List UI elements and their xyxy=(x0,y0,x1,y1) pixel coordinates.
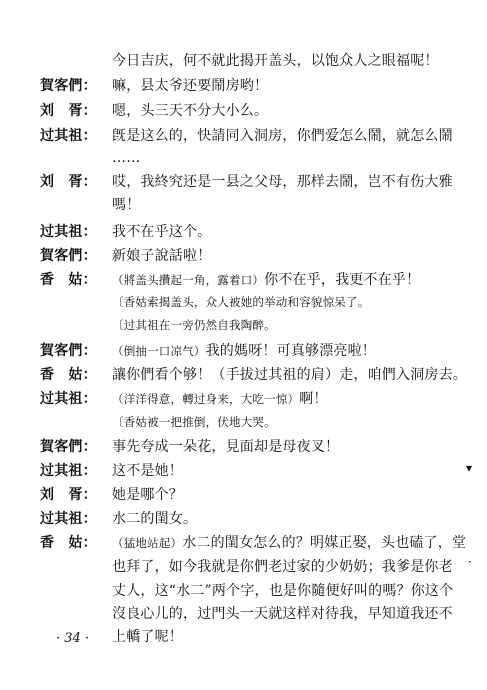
speaker-label: 过其祖： xyxy=(40,511,97,527)
dialogue-line xyxy=(40,341,376,361)
dialogue-text: 水二的閨女怎么的？明媒正娶，头也磕了，堂 xyxy=(182,535,467,551)
dialogue-line-continuation xyxy=(112,195,140,215)
speaker-label: 賀客們： xyxy=(40,439,97,455)
dialogue-text: 丈人，这“水二”两个字，也是你隨便好叫的嗎？你这个 xyxy=(112,583,454,599)
stage-direction-inline: （洋洋得意，轉过身来，大吃一惊） xyxy=(112,392,300,406)
dialogue-line-continuation xyxy=(112,557,453,577)
dialogue-text: 这不是她！ xyxy=(112,463,183,479)
speaker-label: 刘 胥： xyxy=(40,487,97,503)
speaker-label: 过其祖： xyxy=(40,128,97,144)
dialogue-text: 你不在乎，我更不在乎！ xyxy=(264,272,421,288)
speaker-label: 賀客們： xyxy=(40,248,97,264)
dialogue-text: 我不在乎这个。 xyxy=(112,224,212,240)
dialogue-line xyxy=(40,126,453,146)
dialogue-text: 沒良心儿的，过門头一天就这样对待我，早知道我还不 xyxy=(112,606,453,622)
scan-artifact-mark: ▾ xyxy=(466,461,473,475)
speaker-label: 香 姑： xyxy=(40,367,97,383)
dialogue-text: 旣是这么的，快請同入洞房，你們爱怎么鬧，就怎么鬧 xyxy=(112,128,453,144)
stage-direction-inline: （猛地站起） xyxy=(112,536,183,550)
stage-direction-text: 〔过其祖在一旁仍然自我陶醉。 xyxy=(112,318,276,332)
dialogue-line xyxy=(40,437,339,457)
speaker-label: 过其祖： xyxy=(40,463,97,479)
dialogue-line-continuation xyxy=(112,581,453,601)
stage-direction-inline: （倒抽一口凉气） xyxy=(112,344,206,358)
dialogue-text: 嗎！ xyxy=(112,197,141,213)
speaker-label: 賀客們： xyxy=(40,343,97,359)
dialogue-text: 讓你們看个够！（手拔过其祖的肩）走，咱們入洞房去。 xyxy=(112,367,467,383)
dialogue-line-continuation xyxy=(112,148,140,168)
speaker-label: 过其祖： xyxy=(40,391,97,407)
dialogue-text: …… xyxy=(112,150,141,166)
dialogue-line-continuation xyxy=(112,604,453,624)
stage-direction-inline: （將盖头攢起一角，露着口） xyxy=(112,273,265,287)
dialogue-text: 她是哪个？ xyxy=(112,487,183,503)
stage-direction xyxy=(112,315,276,335)
dialogue-text: 哎，我終究还是一县之父母，那样去鬧，岂不有伤大雅 xyxy=(112,174,453,190)
dialogue-line xyxy=(40,509,197,529)
speaker-label: 刘 胥： xyxy=(40,174,97,190)
dialogue-line xyxy=(40,246,211,266)
dialogue-text: 新娘子說話啦！ xyxy=(112,248,212,264)
dialogue-text: 我的媽呀！可真够漂亮啦！ xyxy=(205,343,377,359)
dialogue-text: 嘛，县太爷还要鬧房哟！ xyxy=(112,78,269,94)
dialogue-line xyxy=(40,270,420,290)
stage-direction xyxy=(112,292,369,312)
dialogue-line-continuation xyxy=(112,51,439,71)
dialogue-line xyxy=(40,485,183,505)
dialogue-line xyxy=(40,172,453,192)
speaker-label: 刘 胥： xyxy=(40,103,97,119)
stage-direction-text: 〔香姑索揭盖头，众人被她的举动和容貌惊呆了。 xyxy=(112,295,370,309)
dialogue-line xyxy=(40,389,328,409)
dialogue-text: 事先夸成一朵花，見面却是母夜叉！ xyxy=(112,439,340,455)
dialogue-line xyxy=(40,461,183,481)
page-number: · 34 · xyxy=(56,631,90,646)
dialogue-line xyxy=(40,101,268,121)
dialogue-text: 水二的閨女。 xyxy=(112,511,198,527)
dialogue-line xyxy=(40,365,467,385)
dialogue-line xyxy=(40,533,466,553)
dialogue-line xyxy=(40,222,211,242)
speaker-label: 香 姑： xyxy=(40,272,97,288)
dialogue-line xyxy=(40,76,268,96)
stage-direction-text: 〔香姑被一把推倒，伏地大哭。 xyxy=(112,415,276,429)
speaker-label: 过其祖： xyxy=(40,224,97,240)
stage-direction xyxy=(112,412,276,432)
scan-artifact-mark: · xyxy=(468,555,472,569)
dialogue-text: 今日吉庆，何不就此揭开盖头，以饱众人之眼福呢！ xyxy=(112,53,439,69)
dialogue-text: 嗯，头三天不分大小么。 xyxy=(112,103,269,119)
dialogue-line-continuation xyxy=(112,627,183,647)
dialogue-text: 也拜了，如今我就是你們老过家的少奶奶；我爹是你老 xyxy=(112,559,453,575)
dialogue-text: 上轎了呢！ xyxy=(112,629,183,645)
speaker-label: 賀客們： xyxy=(40,78,97,94)
dialogue-text: 啊！ xyxy=(299,391,328,407)
speaker-label: 香 姑： xyxy=(40,535,97,551)
